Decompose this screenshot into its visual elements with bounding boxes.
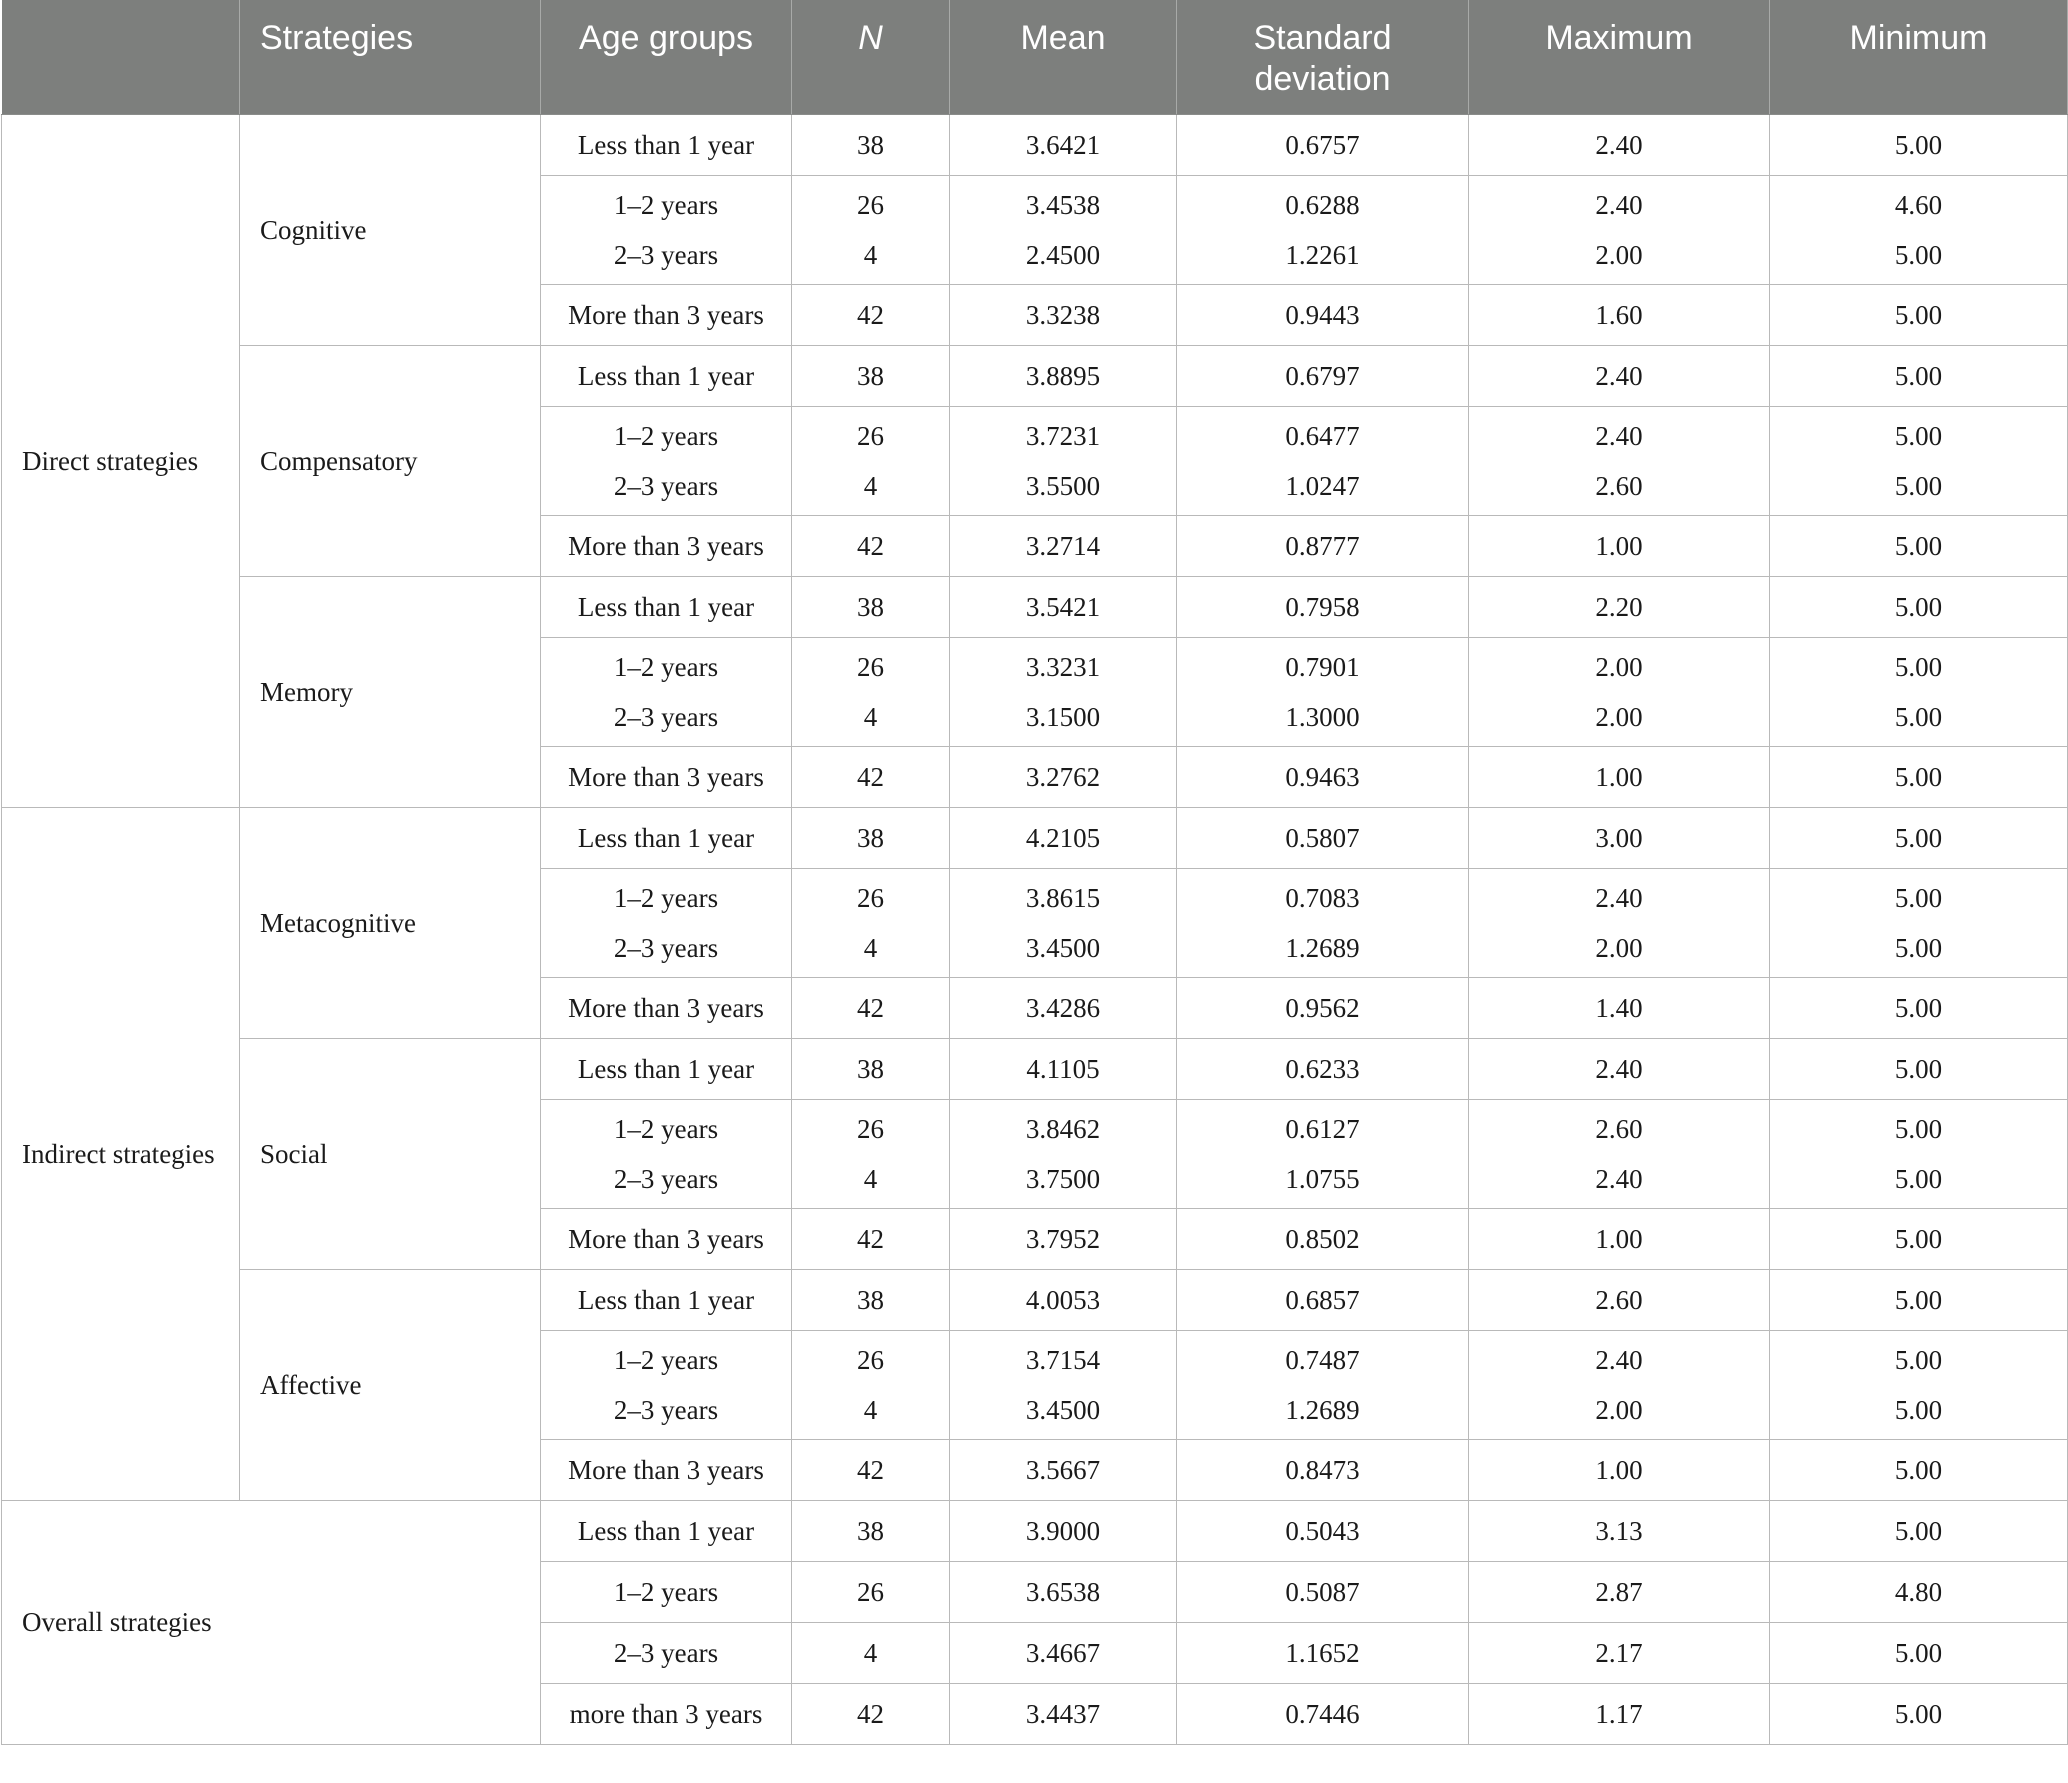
sd-cell: 0.5043 bbox=[1177, 1500, 1469, 1561]
n-cell bbox=[792, 1330, 950, 1439]
minimum-cell: 5.00 bbox=[1770, 515, 2068, 576]
minimum-cell-a: 4.60 bbox=[1894, 189, 1943, 220]
maximum-cell-b: 2.00 bbox=[1595, 1394, 1643, 1425]
mean-cell-b: 3.7500 bbox=[1025, 1163, 1101, 1194]
mean-cell-a: 3.8615 bbox=[1025, 882, 1101, 913]
maximum-cell: 2.40 bbox=[1469, 1038, 1770, 1099]
n-cell bbox=[792, 637, 950, 746]
minimum-cell: 5.00 bbox=[1770, 1622, 2068, 1683]
age-group-cell-b: 2–3 years bbox=[613, 1394, 719, 1425]
n-cell: 42 bbox=[792, 1683, 950, 1744]
mean-cell: 3.5667 bbox=[950, 1439, 1177, 1500]
minimum-cell: 5.00 bbox=[1770, 576, 2068, 637]
strategy-cell-cognitive: Cognitive bbox=[240, 114, 541, 345]
n-cell-a: 26 bbox=[857, 1113, 884, 1144]
n-cell-b: 4 bbox=[863, 1394, 878, 1425]
n-cell-b: 4 bbox=[863, 1163, 878, 1194]
minimum-cell bbox=[1770, 868, 2068, 977]
mean-cell: 3.5421 bbox=[950, 576, 1177, 637]
age-group-cell: More than 3 years bbox=[541, 977, 792, 1038]
sd-cell-a: 0.6288 bbox=[1285, 189, 1360, 220]
maximum-cell-b: 2.00 bbox=[1595, 701, 1643, 732]
mean-cell bbox=[950, 637, 1177, 746]
age-group-cell bbox=[541, 637, 792, 746]
sd-cell: 0.6797 bbox=[1177, 345, 1469, 406]
maximum-cell: 1.40 bbox=[1469, 977, 1770, 1038]
mean-cell: 3.4667 bbox=[950, 1622, 1177, 1683]
mean-cell: 3.8895 bbox=[950, 345, 1177, 406]
maximum-cell: 2.17 bbox=[1469, 1622, 1770, 1683]
sd-cell: 0.6857 bbox=[1177, 1269, 1469, 1330]
maximum-cell: 1.00 bbox=[1469, 1208, 1770, 1269]
mean-cell-b: 3.4500 bbox=[1025, 932, 1101, 963]
n-cell-a: 26 bbox=[857, 420, 884, 451]
age-group-cell-b: 2–3 years bbox=[613, 1163, 719, 1194]
age-group-cell bbox=[541, 1099, 792, 1208]
minimum-cell-a: 5.00 bbox=[1894, 651, 1943, 682]
header-n: N bbox=[792, 0, 950, 114]
age-group-cell-a: 1–2 years bbox=[613, 1113, 719, 1144]
n-cell bbox=[792, 1099, 950, 1208]
maximum-cell: 2.40 bbox=[1469, 345, 1770, 406]
header-minimum: Minimum bbox=[1770, 0, 2068, 114]
minimum-cell-b: 5.00 bbox=[1894, 1394, 1943, 1425]
header-maximum: Maximum bbox=[1469, 0, 1770, 114]
maximum-cell bbox=[1469, 1330, 1770, 1439]
maximum-cell bbox=[1469, 406, 1770, 515]
maximum-cell: 1.00 bbox=[1469, 515, 1770, 576]
minimum-cell: 5.00 bbox=[1770, 1500, 2068, 1561]
mean-cell-b: 3.1500 bbox=[1025, 701, 1101, 732]
age-group-cell-b: 2–3 years bbox=[613, 470, 719, 501]
minimum-cell-a: 5.00 bbox=[1894, 1344, 1943, 1375]
n-cell: 42 bbox=[792, 1439, 950, 1500]
table-row bbox=[2, 1500, 2068, 1561]
table-row bbox=[2, 114, 2068, 175]
sd-cell bbox=[1177, 406, 1469, 515]
n-cell bbox=[792, 406, 950, 515]
table-row bbox=[2, 1269, 2068, 1330]
maximum-cell: 2.60 bbox=[1469, 1269, 1770, 1330]
n-cell-b: 4 bbox=[863, 701, 878, 732]
maximum-cell: 3.00 bbox=[1469, 807, 1770, 868]
mean-cell-a: 3.4538 bbox=[1025, 189, 1101, 220]
maximum-cell: 2.40 bbox=[1469, 114, 1770, 175]
minimum-cell: 5.00 bbox=[1770, 1038, 2068, 1099]
sd-cell: 0.8502 bbox=[1177, 1208, 1469, 1269]
maximum-cell: 3.13 bbox=[1469, 1500, 1770, 1561]
header-strategies: Strategies bbox=[240, 0, 541, 114]
minimum-cell-a: 5.00 bbox=[1894, 882, 1943, 913]
strategy-cell-social: Social bbox=[240, 1038, 541, 1269]
sd-cell-a: 0.7487 bbox=[1285, 1344, 1360, 1375]
mean-cell-a: 3.3231 bbox=[1025, 651, 1101, 682]
maximum-cell: 1.17 bbox=[1469, 1683, 1770, 1744]
table-row bbox=[2, 807, 2068, 868]
age-group-cell: Less than 1 year bbox=[541, 1038, 792, 1099]
age-group-cell-b: 2–3 years bbox=[613, 701, 719, 732]
n-cell: 26 bbox=[792, 1561, 950, 1622]
maximum-cell-b: 2.00 bbox=[1595, 932, 1643, 963]
sd-cell bbox=[1177, 868, 1469, 977]
n-cell: 4 bbox=[792, 1622, 950, 1683]
age-group-cell: More than 3 years bbox=[541, 284, 792, 345]
age-group-cell-a: 1–2 years bbox=[613, 420, 719, 451]
minimum-cell: 5.00 bbox=[1770, 1439, 2068, 1500]
sd-cell: 0.5807 bbox=[1177, 807, 1469, 868]
header-age-groups: Age groups bbox=[541, 0, 792, 114]
n-cell-a: 26 bbox=[857, 189, 884, 220]
strategy-cell-memory: Memory bbox=[240, 576, 541, 807]
n-cell-a: 26 bbox=[857, 1344, 884, 1375]
sd-cell: 1.1652 bbox=[1177, 1622, 1469, 1683]
table-header bbox=[2, 0, 2068, 114]
mean-cell: 3.9000 bbox=[950, 1500, 1177, 1561]
n-cell: 42 bbox=[792, 746, 950, 807]
n-cell-a: 26 bbox=[857, 651, 884, 682]
sd-cell-b: 1.2689 bbox=[1285, 932, 1360, 963]
sd-cell: 0.8473 bbox=[1177, 1439, 1469, 1500]
minimum-cell: 5.00 bbox=[1770, 1683, 2068, 1744]
minimum-cell: 5.00 bbox=[1770, 807, 2068, 868]
age-group-cell-a: 1–2 years bbox=[613, 651, 719, 682]
minimum-cell-b: 5.00 bbox=[1894, 1163, 1943, 1194]
sd-cell-a: 0.7083 bbox=[1285, 882, 1360, 913]
sd-cell bbox=[1177, 175, 1469, 284]
mean-cell bbox=[950, 868, 1177, 977]
header-mean: Mean bbox=[950, 0, 1177, 114]
age-group-cell bbox=[541, 406, 792, 515]
age-group-cell-a: 1–2 years bbox=[613, 882, 719, 913]
strategy-cell-metacognitive: Metacognitive bbox=[240, 807, 541, 1038]
n-cell-b: 4 bbox=[863, 239, 878, 270]
mean-cell-a: 3.7154 bbox=[1025, 1344, 1101, 1375]
minimum-cell: 5.00 bbox=[1770, 977, 2068, 1038]
sd-cell-a: 0.7901 bbox=[1285, 651, 1360, 682]
minimum-cell: 5.00 bbox=[1770, 1208, 2068, 1269]
maximum-cell bbox=[1469, 637, 1770, 746]
n-cell: 38 bbox=[792, 345, 950, 406]
minimum-cell bbox=[1770, 637, 2068, 746]
minimum-cell: 5.00 bbox=[1770, 345, 2068, 406]
sd-cell: 0.7446 bbox=[1177, 1683, 1469, 1744]
age-group-cell: 2–3 years bbox=[541, 1622, 792, 1683]
table-row bbox=[2, 345, 2068, 406]
maximum-cell bbox=[1469, 1099, 1770, 1208]
group-cell-indirect: Indirect strategies bbox=[2, 807, 240, 1500]
mean-cell: 3.6421 bbox=[950, 114, 1177, 175]
minimum-cell-b: 5.00 bbox=[1894, 932, 1943, 963]
mean-cell bbox=[950, 1099, 1177, 1208]
maximum-cell: 1.00 bbox=[1469, 1439, 1770, 1500]
sd-cell: 0.5087 bbox=[1177, 1561, 1469, 1622]
mean-cell-a: 3.7231 bbox=[1025, 420, 1101, 451]
table-row bbox=[2, 576, 2068, 637]
mean-cell: 4.2105 bbox=[950, 807, 1177, 868]
n-cell: 42 bbox=[792, 284, 950, 345]
age-group-cell: Less than 1 year bbox=[541, 1269, 792, 1330]
sd-cell: 0.6233 bbox=[1177, 1038, 1469, 1099]
sd-cell-b: 1.0755 bbox=[1285, 1163, 1360, 1194]
sd-cell bbox=[1177, 1330, 1469, 1439]
maximum-cell-a: 2.40 bbox=[1595, 1344, 1643, 1375]
minimum-cell bbox=[1770, 406, 2068, 515]
age-group-cell: More than 3 years bbox=[541, 515, 792, 576]
age-group-cell: Less than 1 year bbox=[541, 807, 792, 868]
n-cell: 38 bbox=[792, 576, 950, 637]
age-group-cell-a: 1–2 years bbox=[613, 189, 719, 220]
strategy-cell-compensatory: Compensatory bbox=[240, 345, 541, 576]
age-group-cell: Less than 1 year bbox=[541, 345, 792, 406]
maximum-cell: 1.60 bbox=[1469, 284, 1770, 345]
group-cell-direct: Direct strategies bbox=[2, 114, 240, 807]
age-group-cell-b: 2–3 years bbox=[613, 239, 719, 270]
sd-cell: 0.9463 bbox=[1177, 746, 1469, 807]
mean-cell: 4.0053 bbox=[950, 1269, 1177, 1330]
n-cell-b: 4 bbox=[863, 470, 878, 501]
maximum-cell-b: 2.40 bbox=[1595, 1163, 1643, 1194]
n-cell: 38 bbox=[792, 1269, 950, 1330]
sd-cell-b: 1.0247 bbox=[1285, 470, 1360, 501]
minimum-cell-a: 5.00 bbox=[1894, 1113, 1943, 1144]
mean-cell: 3.6538 bbox=[950, 1561, 1177, 1622]
sd-cell-b: 1.2261 bbox=[1285, 239, 1360, 270]
age-group-cell-a: 1–2 years bbox=[613, 1344, 719, 1375]
age-group-cell: more than 3 years bbox=[541, 1683, 792, 1744]
age-group-cell bbox=[541, 868, 792, 977]
mean-cell-b: 3.4500 bbox=[1025, 1394, 1101, 1425]
maximum-cell-b: 2.00 bbox=[1595, 239, 1643, 270]
maximum-cell-a: 2.40 bbox=[1595, 189, 1643, 220]
sd-cell: 0.9443 bbox=[1177, 284, 1469, 345]
maximum-cell: 2.87 bbox=[1469, 1561, 1770, 1622]
minimum-cell bbox=[1770, 175, 2068, 284]
age-group-cell: Less than 1 year bbox=[541, 114, 792, 175]
sd-cell: 0.8777 bbox=[1177, 515, 1469, 576]
sd-cell bbox=[1177, 1099, 1469, 1208]
sd-cell: 0.6757 bbox=[1177, 114, 1469, 175]
maximum-cell-a: 2.40 bbox=[1595, 882, 1643, 913]
n-cell: 42 bbox=[792, 515, 950, 576]
age-group-cell: Less than 1 year bbox=[541, 576, 792, 637]
mean-cell-b: 3.5500 bbox=[1025, 470, 1101, 501]
minimum-cell-a: 5.00 bbox=[1894, 420, 1943, 451]
minimum-cell-b: 5.00 bbox=[1894, 239, 1943, 270]
group-cell-overall: Overall strategies bbox=[2, 1500, 541, 1744]
age-group-cell: More than 3 years bbox=[541, 746, 792, 807]
mean-cell bbox=[950, 1330, 1177, 1439]
minimum-cell: 5.00 bbox=[1770, 284, 2068, 345]
minimum-cell: 5.00 bbox=[1770, 746, 2068, 807]
n-cell-b: 4 bbox=[863, 932, 878, 963]
header-empty bbox=[2, 0, 240, 114]
minimum-cell-b: 5.00 bbox=[1894, 470, 1943, 501]
n-cell: 38 bbox=[792, 807, 950, 868]
mean-cell: 3.2714 bbox=[950, 515, 1177, 576]
age-group-cell: 1–2 years bbox=[541, 1561, 792, 1622]
strategy-cell-affective: Affective bbox=[240, 1269, 541, 1500]
mean-cell-b: 2.4500 bbox=[1025, 239, 1101, 270]
maximum-cell: 2.20 bbox=[1469, 576, 1770, 637]
n-cell: 42 bbox=[792, 977, 950, 1038]
maximum-cell-a: 2.60 bbox=[1595, 1113, 1643, 1144]
mean-cell: 3.7952 bbox=[950, 1208, 1177, 1269]
mean-cell: 3.4437 bbox=[950, 1683, 1177, 1744]
n-cell: 38 bbox=[792, 1500, 950, 1561]
minimum-cell: 5.00 bbox=[1770, 1269, 2068, 1330]
maximum-cell: 1.00 bbox=[1469, 746, 1770, 807]
n-cell: 38 bbox=[792, 114, 950, 175]
mean-cell bbox=[950, 406, 1177, 515]
mean-cell: 3.4286 bbox=[950, 977, 1177, 1038]
maximum-cell bbox=[1469, 868, 1770, 977]
sd-cell-a: 0.6477 bbox=[1285, 420, 1360, 451]
age-group-cell bbox=[541, 175, 792, 284]
minimum-cell bbox=[1770, 1330, 2068, 1439]
age-group-cell: Less than 1 year bbox=[541, 1500, 792, 1561]
mean-cell bbox=[950, 175, 1177, 284]
n-cell: 38 bbox=[792, 1038, 950, 1099]
minimum-cell: 4.80 bbox=[1770, 1561, 2068, 1622]
statistics-table bbox=[1, 0, 2068, 1745]
n-cell-a: 26 bbox=[857, 882, 884, 913]
table-row bbox=[2, 1038, 2068, 1099]
n-cell: 42 bbox=[792, 1208, 950, 1269]
maximum-cell bbox=[1469, 175, 1770, 284]
sd-cell-b: 1.2689 bbox=[1285, 1394, 1360, 1425]
maximum-cell-b: 2.60 bbox=[1595, 470, 1643, 501]
sd-cell-a: 0.6127 bbox=[1285, 1113, 1360, 1144]
header-row bbox=[2, 0, 2068, 114]
age-group-cell: More than 3 years bbox=[541, 1208, 792, 1269]
minimum-cell: 5.00 bbox=[1770, 114, 2068, 175]
age-group-cell bbox=[541, 1330, 792, 1439]
sd-cell bbox=[1177, 637, 1469, 746]
maximum-cell-a: 2.00 bbox=[1595, 651, 1643, 682]
table-body bbox=[2, 114, 2068, 1744]
minimum-cell bbox=[1770, 1099, 2068, 1208]
n-cell bbox=[792, 175, 950, 284]
sd-cell: 0.9562 bbox=[1177, 977, 1469, 1038]
minimum-cell-b: 5.00 bbox=[1894, 701, 1943, 732]
header-standard-deviation: Standard deviation bbox=[1177, 0, 1469, 114]
mean-cell-a: 3.8462 bbox=[1025, 1113, 1101, 1144]
mean-cell: 3.3238 bbox=[950, 284, 1177, 345]
n-cell bbox=[792, 868, 950, 977]
sd-cell: 0.7958 bbox=[1177, 576, 1469, 637]
sd-cell-b: 1.3000 bbox=[1285, 701, 1360, 732]
maximum-cell-a: 2.40 bbox=[1595, 420, 1643, 451]
mean-cell: 3.2762 bbox=[950, 746, 1177, 807]
age-group-cell: More than 3 years bbox=[541, 1439, 792, 1500]
age-group-cell-b: 2–3 years bbox=[613, 932, 719, 963]
mean-cell: 4.1105 bbox=[950, 1038, 1177, 1099]
